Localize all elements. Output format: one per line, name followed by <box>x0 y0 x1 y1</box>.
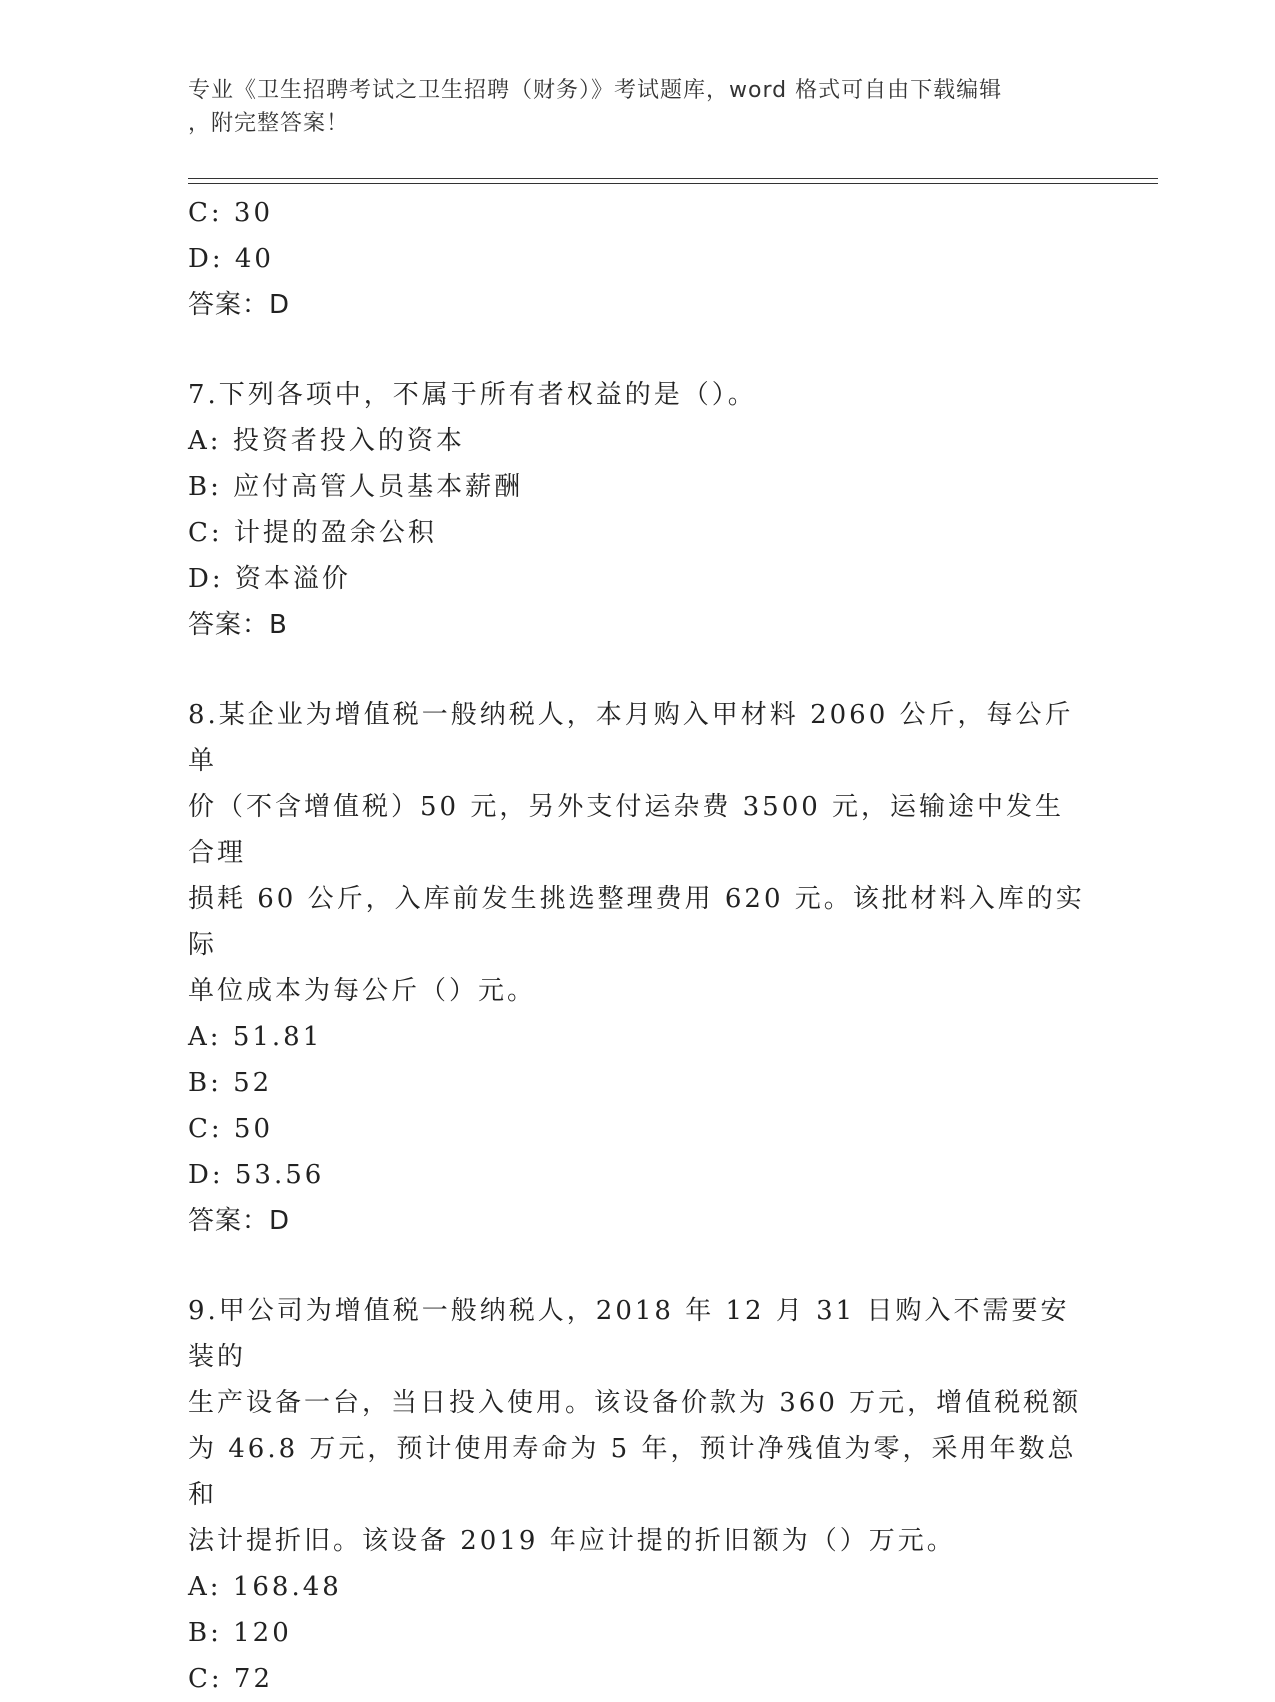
option-b: B: 120 <box>188 1618 292 1648</box>
option-a: A: 51.81 <box>188 1022 323 1052</box>
option-c: C: 72 <box>188 1664 274 1694</box>
option-c: C: 计提的盈余公积 <box>188 518 437 548</box>
option-d: D: 资本溢价 <box>188 564 351 594</box>
question-7 <box>188 372 1088 648</box>
option-b: B: 52 <box>188 1068 273 1098</box>
page-header <box>188 74 1088 140</box>
question-stem-line: 为 46.8 万元，预计使用寿命为 5 年，预计净残值为零，采用年数总和 <box>188 1434 1077 1510</box>
header-divider-top <box>188 178 1158 179</box>
question-stem-line: 生产设备一台，当日投入使用。该设备价款为 360 万元，增值税税额 <box>188 1388 1082 1418</box>
option-c: C: 50 <box>188 1114 274 1144</box>
question-content <box>188 190 1088 1702</box>
option-a: A: 投资者投入的资本 <box>188 426 465 456</box>
option-c: C: 30 <box>188 198 274 228</box>
header-divider-bottom <box>188 183 1158 184</box>
option-d: D: 40 <box>188 244 274 274</box>
answer-line: 答案：D <box>188 1206 291 1236</box>
prev-question-block <box>188 190 1088 328</box>
question-stem-line: 8.某企业为增值税一般纳税人，本月购入甲材料 2060 公斤，每公斤单 <box>188 700 1074 776</box>
question-stem: 7.下列各项中，不属于所有者权益的是（）。 <box>188 380 757 410</box>
option-a: A: 168.48 <box>188 1572 342 1602</box>
question-stem-line: 损耗 60 公斤，入库前发生挑选整理费用 620 元。该批材料入库的实际 <box>188 884 1085 960</box>
answer-line: 答案：B <box>188 610 288 640</box>
question-stem-line: 单位成本为每公斤（）元。 <box>188 976 537 1006</box>
question-8 <box>188 692 1088 1244</box>
header-line-2: ，附完整答案！ <box>188 111 350 136</box>
question-9 <box>188 1288 1088 1702</box>
answer-line: 答案：D <box>188 290 291 320</box>
question-stem-line: 法计提折旧。该设备 2019 年应计提的折旧额为（）万元。 <box>188 1526 956 1556</box>
header-line-1: 专业《卫生招聘考试之卫生招聘（财务）》考试题库，word 格式可自由下载编辑 <box>188 78 1003 103</box>
question-stem-line: 9.甲公司为增值税一般纳税人，2018 年 12 月 31 日购入不需要安装的 <box>188 1296 1070 1372</box>
option-d: D: 53.56 <box>188 1160 325 1190</box>
question-stem-line: 价（不含增值税）50 元，另外支付运杂费 3500 元，运输途中发生合理 <box>188 792 1065 868</box>
option-b: B: 应付高管人员基本薪酬 <box>188 472 524 502</box>
